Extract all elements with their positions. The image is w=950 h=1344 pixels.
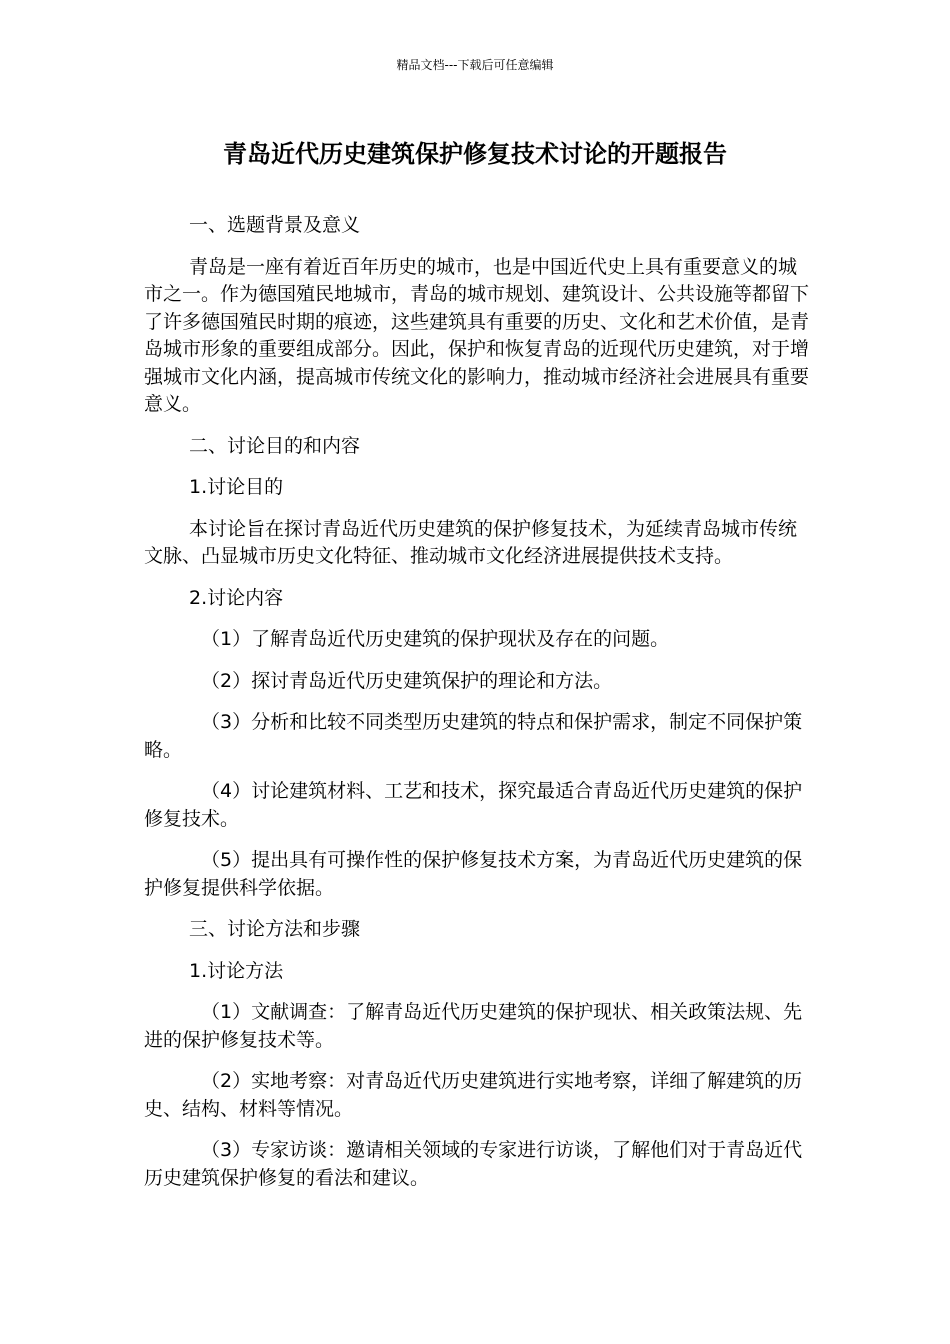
- method-item-2: （2）实地考察：对青岛近代历史建筑进行实地考察，详细了解建筑的历史、结构、材料等情况。: [144, 1070, 803, 1120]
- content-item-3: （3）分析和比较不同类型历史建筑的特点和保护需求，制定不同保护策略。: [144, 711, 803, 761]
- subheading-purpose: 1.讨论目的: [189, 476, 284, 498]
- document-title: 青岛近代历史建筑保护修复技术讨论的开题报告: [223, 140, 727, 168]
- method-item-3: （3）专家访谈：邀请相关领域的专家进行访谈，了解他们对于青岛近代历史建筑保护修复的看法和建议。: [144, 1139, 803, 1189]
- paragraph-purpose: 本讨论旨在探讨青岛近代历史建筑的保护修复技术，为延续青岛城市传统文脉、凸显城市历史文化特征、推动城市文化经济进展提供技术支持。: [144, 517, 798, 567]
- content-item-1: （1）了解青岛近代历史建筑的保护现状及存在的问题。: [201, 628, 670, 650]
- method-item-1: （1）文献调查：了解青岛近代历史建筑的保护现状、相关政策法规、先进的保护修复技术等。: [144, 1001, 803, 1051]
- content-item-2: （2）探讨青岛近代历史建筑保护的理论和方法。: [201, 669, 613, 692]
- section-heading-background: 一、选题背景及意义: [189, 214, 361, 236]
- section-heading-purpose-content: 二、讨论目的和内容: [189, 434, 361, 457]
- subheading-methods: 1.讨论方法: [189, 959, 284, 982]
- subheading-content: 2.讨论内容: [189, 586, 284, 609]
- paragraph-background: 青岛是一座有着近百年历史的城市，也是中国近代史上具有重要意义的城市之一。作为德国殖民地城市，青岛的城市规划、建筑设计、公共设施等都留下了许多德国殖民时期的痕迹，这些建筑具有重要的历史、文化和艺术价值，是青岛城市形象的重要组成部分。因此，保护和恢复青岛的近现代历史建筑，对于增强城市文化内涵，提高城市传统文化的影响力，推动城市经济社会进展具有重要意义。: [144, 255, 810, 415]
- document-body: [144, 212, 810, 1206]
- page-header: 精品文档---下载后可任意编辑: [396, 58, 554, 72]
- section-heading-methods: 三、讨论方法和步骤: [189, 918, 361, 940]
- content-item-5: （5）提出具有可操作性的保护修复技术方案，为青岛近代历史建筑的保护修复提供科学依据。: [144, 849, 803, 899]
- content-item-4: （4）讨论建筑材料、工艺和技术，探究最适合青岛近代历史建筑的保护修复技术。: [144, 780, 803, 830]
